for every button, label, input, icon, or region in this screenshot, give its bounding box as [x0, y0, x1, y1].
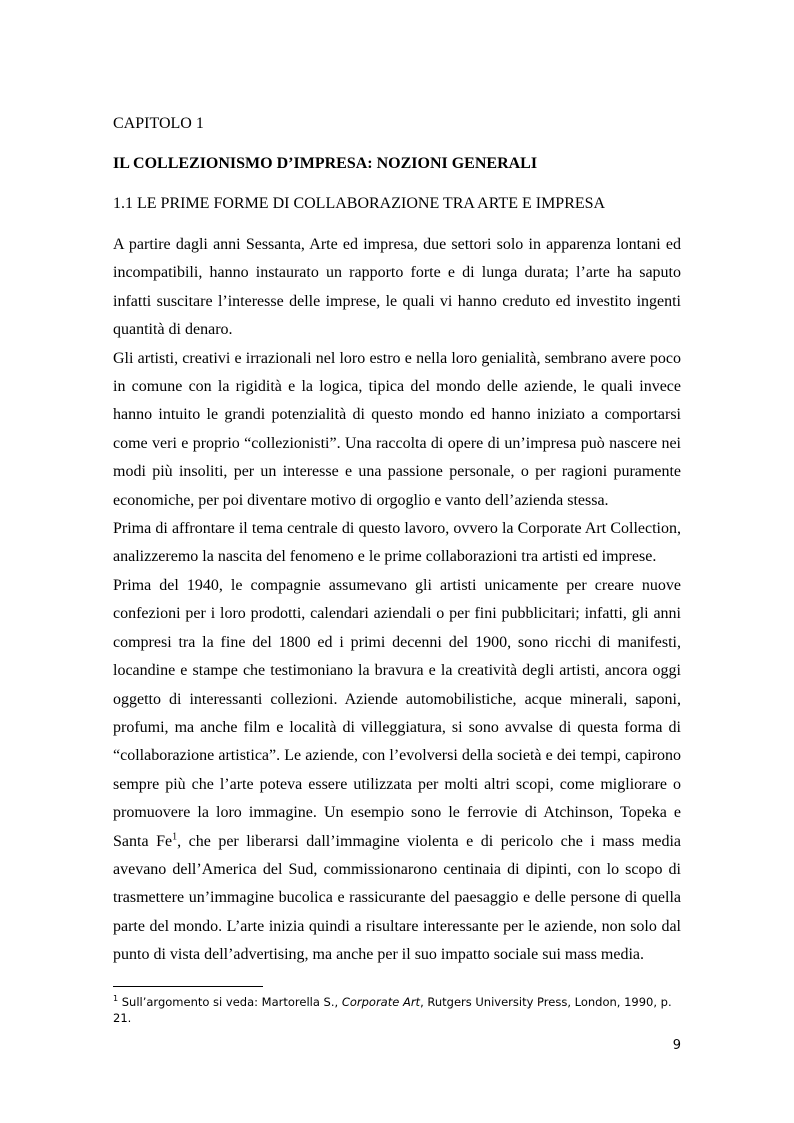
footnote-text-before: Sull’argomento si veda: Martorella S.,: [118, 995, 342, 1009]
body-text: [113, 231, 681, 970]
paragraph-4-text-after: , che per liberarsi dall’immagine violenta e di pericolo che i mass media avevano dell’America del Sud, commissionarono centinaia di dipinti, con lo scopo di trasmettere un’immagine bucolica e rassicurante del paesaggio e delle persone di quella parte del mondo. L’arte inizia quindi a risultare interessante per le aziende, non solo dal punto di vista dell’advertising, ma anche per il suo impatto sociale sui mass media.: [113, 832, 682, 964]
footnote-number: 1: [113, 994, 119, 1004]
paragraph-4: [113, 572, 681, 970]
footnote-text-after: , Rutgers University Press, London, 1990, p. 21.: [113, 995, 672, 1025]
page-number: 9: [672, 1038, 681, 1053]
footnote-book-title: Corporate Art: [341, 995, 421, 1009]
section-title: 1.1 LE PRIME FORME DI COLLABORAZIONE TRA ARTE E IMPRESA: [113, 195, 606, 212]
paragraph-2: Gli artisti, creativi e irrazionali nel loro estro e nella loro genialità, sembrano avere poco in comune con la rigidità e la logica, tipica del mondo delle aziende, le quali invece hanno intuito le grandi potenzialità di questo mondo ed hanno iniziato a comportarsi come veri e proprio “collezionisti”. Una raccolta di opere di un’impresa può nascere nei modi più insoliti, per un interesse e una passione personale, o per ragioni puramente economiche, per poi diventare motivo di orgoglio e vanto dell’azienda stessa.: [113, 349, 681, 509]
footnote-separator: [113, 986, 263, 987]
document-page: [113, 0, 681, 1123]
paragraph-4-text-before: Prima del 1940, le compagnie assumevano gli artisti unicamente per creare nuove confezioni per i loro prodotti, calendari aziendali o per fini pubblicitari; infatti, gli anni compresi tra la fine del 1800 ed i primi decenni del 1900, sono ricchi di manifesti, locandine e stampe che testimoniano la bravura e la creatività degli artisti, ancora oggi oggetto di interessanti collezioni. Aziende automobilistiche, acque minerali, saponi, profumi, ma anche film e località di villeggiatura, si sono avvalse di questa forma di “collaborazione artistica”. Le aziende, con l’evolversi della società e dei tempi, capirono sempre più che l’arte poteva essere utilizzata per molti altri scopi, come migliorare o promuovere la loro immagine. Un esempio sono le ferrovie di Atchinson, Topeka e Santa Fe: [113, 576, 681, 850]
paragraph-3: Prima di affrontare il tema centrale di questo lavoro, ovvero la Corporate Art Collection, analizzeremo la nascita del fenomeno e le prime collaborazioni tra artisti ed imprese.: [113, 520, 681, 566]
chapter-title: IL COLLEZIONISMO D’IMPRESA: NOZIONI GENERALI: [113, 155, 538, 172]
footnote-reference[interactable]: 1: [172, 831, 178, 843]
footnote: [113, 994, 681, 1026]
chapter-label: CAPITOLO 1: [113, 115, 204, 132]
paragraph-1: A partire dagli anni Sessanta, Arte ed impresa, due settori solo in apparenza lontani ed incompatibili, hanno instaurato un rapporto forte e di lunga durata; l’arte ha saputo infatti suscitare l’interesse delle imprese, le quali vi hanno creduto ed investito ingenti quantità di denaro.: [113, 236, 681, 339]
